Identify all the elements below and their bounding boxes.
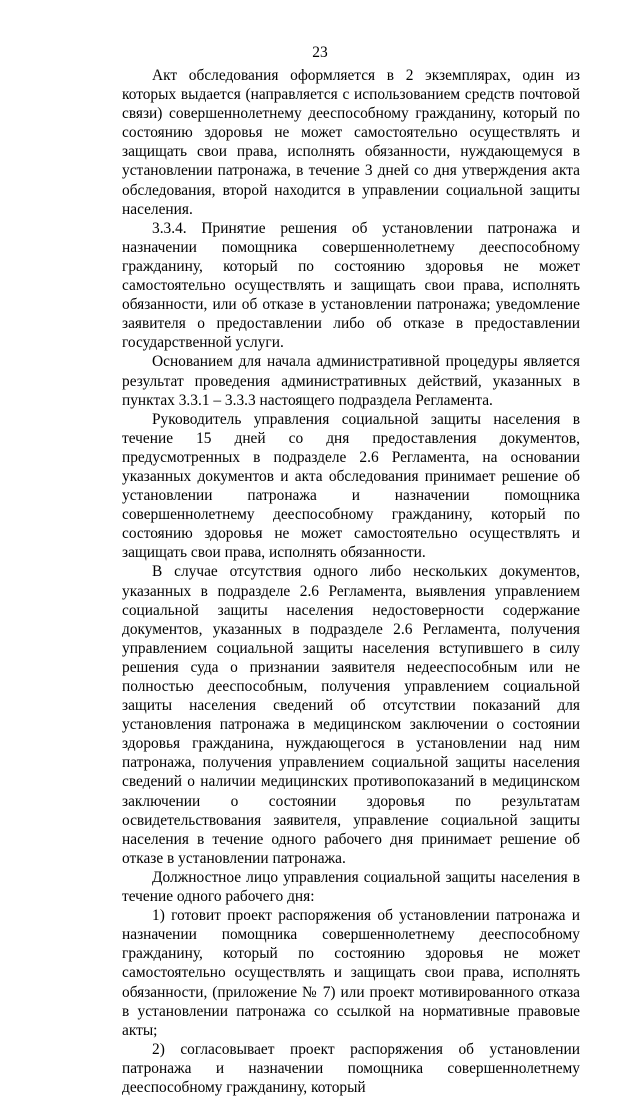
paragraph-official-duties: Должностное лицо управления социальной защиты населения в течение одного рабочего дня: (122, 868, 580, 906)
paragraph-item-2: 2) согласовывает проект распоряжения об установлении патронажа и назначении помощника совершеннолетнему дееспособному гражданину, который (122, 1040, 580, 1096)
paragraph-inspection-act: Акт обследования оформляется в 2 экземплярах, один из которых выдается (направляется с использованием средств почтовой связи) совершеннолетнему дееспособному гражданину, который по состоянию здоровья не может самостоятельно осуществлять и защищать свои права, исполнять обязанности, нуждающемуся в установлении патронажа, в течение 3 дней со дня утверждения акта обследования, второй находится в управлении социальной защиты населения. (122, 67, 580, 218)
page-number: 23 (312, 44, 328, 61)
paragraph-head-decision: Руководитель управления социальной защиты населения в течение 15 дней со дня предоставления документов, предусмотренных в подразделе 2.6 Регламента, на основании указанных документов и акта обследования принимает решение об установлении патронажа и назначении помощника совершеннолетнему дееспособному гражданину, который по состоянию здоровья не может самостоятельно осуществлять и защищать свои права, исполнять обязанности. (122, 410, 580, 562)
paragraph-item-1: 1) готовит проект распоряжения об установлении патронажа и назначении помощника совершеннолетнему дееспособному гражданину, который по состоянию здоровья не может самостоятельно осуществлять и защищать свои права, исполнять обязанности, (приложение № 7) или проект мотивированного отказа в установлении патронажа со ссылкой на нормативные правовые акты; (122, 907, 580, 1039)
paragraph-refusal-cases: В случае отсутствия одного либо нескольких документов, указанных в подразделе 2.6 Регламента, выявления управлением социальной защиты населения недостоверности содержание документов, указанных в подразделе 2.6 Регламента, получения управлением социальной защиты населения вступившего в силу решения суда о признании заявителя недееспособным или не полностью дееспособным, получения управлением социальной защиты населения сведений об отсутствии показаний для установления патронажа в медицинском заключении о состоянии здоровья гражданина, нуждающегося в установлении над ним патронажа, получения управлением социальной защиты населения сведений о наличии медицинских противопоказаний в медицинском заключении о состоянии здоровья по результатам освидетельствования заявителя, управление социальной защиты населения в течение одного рабочего дня принимает решение об отказе в установлении патронажа. (122, 563, 580, 867)
document-body (122, 66, 580, 1097)
paragraph-procedure-basis: Основанием для начала административной процедуры является результат проведения административных действий, указанных в пунктах 3.3.1 – 3.3.3 настоящего подраздела Регламента. (122, 353, 580, 409)
paragraph-section-3-3-4: 3.3.4. Принятие решения об установлении патронажа и назначении помощника совершеннолетнему дееспособному гражданину, который по состоянию здоровья не может самостоятельно осуществлять и защищать свои права, исполнять обязанности, или об отказе в установлении патронажа; уведомление заявителя о предоставлении либо об отказе в предоставлении государственной услуги. (122, 219, 580, 352)
